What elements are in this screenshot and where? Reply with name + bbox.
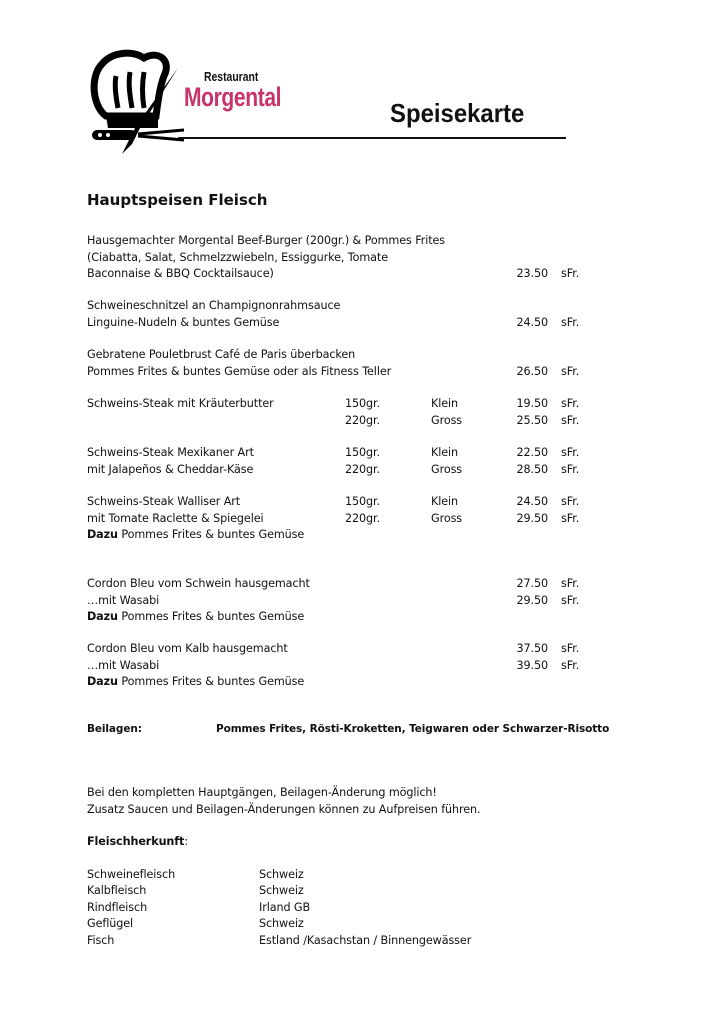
menu-item-price: 39.50	[516, 659, 548, 672]
menu-item-price: 37.50	[516, 642, 548, 655]
origin-meat: Geflügel	[87, 917, 133, 931]
menu-item-description: Cordon Bleu vom Schwein hausgemacht	[87, 577, 310, 590]
menu-item-currency: sFr.	[561, 512, 580, 525]
menu-item-weight: 150gr.	[345, 446, 380, 459]
menu-item-weight: 150gr.	[345, 397, 380, 410]
origin-country: Schweiz	[259, 884, 304, 898]
dazu-label: Dazu	[87, 675, 118, 688]
menu-item-description: Hausgemachter Morgental Beef-Burger (200gr.) & Pommes Frites	[87, 234, 446, 247]
menu-item-text	[87, 251, 388, 265]
menu-item-price: 23.50	[516, 267, 548, 280]
menu-item-size: Klein	[431, 495, 459, 508]
brand-large: Morgental	[184, 82, 282, 112]
menu-item-text	[87, 512, 264, 526]
menu-item-description: Pommes Frites & buntes Gemüse	[117, 675, 305, 688]
menu-item-text	[87, 463, 253, 477]
menu-item-text	[87, 397, 274, 411]
menu-item-currency: sFr.	[561, 365, 580, 378]
menu-item-currency: sFr.	[561, 267, 580, 280]
menu-item-price: 22.50	[516, 446, 548, 459]
menu-item-text	[87, 594, 159, 608]
menu-item-description: Pommes Frites & buntes Gemüse	[117, 528, 305, 541]
menu-item-description: …mit Wasabi	[87, 659, 160, 672]
menu-item-price: 29.50	[516, 594, 548, 607]
menu-item-currency: sFr.	[561, 316, 580, 329]
origin-meat: Kalbfleisch	[87, 884, 147, 898]
menu-item-text	[87, 528, 304, 542]
menu-item-size: Gross	[431, 414, 463, 427]
menu-item-size: Gross	[431, 512, 463, 525]
menu-item-size: Klein	[431, 397, 459, 410]
menu-item-weight: 150gr.	[345, 495, 380, 508]
menu-item-text	[87, 365, 391, 379]
menu-item-description: Baconnaise & BBQ Cocktailsauce)	[87, 267, 274, 280]
menu-item-price: 24.50	[516, 316, 548, 329]
menu-item-text	[87, 577, 310, 591]
menu-item-description: Schweins-Steak Mexikaner Art	[87, 446, 254, 459]
menu-item-description: Schweins-Steak Walliser Art	[87, 495, 241, 508]
menu-item-price: 19.50	[516, 397, 548, 410]
origin-meat: Rindfleisch	[87, 900, 148, 914]
menu-item-currency: sFr.	[561, 397, 580, 410]
note: Bei den kompletten Hauptgängen, Beilagen-Änderung möglich!	[87, 786, 437, 799]
menu-item-description: Schweins-Steak mit Kräuterbutter	[87, 397, 274, 410]
menu-item-currency: sFr.	[561, 594, 580, 607]
menu-item-description: Pommes Frites & buntes Gemüse	[117, 610, 305, 623]
menu-item-price: 28.50	[516, 463, 548, 476]
menu-item-text	[87, 348, 355, 362]
menu-item-text	[87, 495, 240, 509]
menu-item-price: 27.50	[516, 577, 548, 590]
menu-item-description: Gebratene Pouletbrust Café de Paris überbacken	[87, 348, 356, 361]
menu-item-text	[87, 659, 159, 673]
menu-item-description: Pommes Frites & buntes Gemüse oder als Fitness Teller	[87, 365, 392, 378]
note: Zusatz Saucen und Beilagen-Änderungen können zu Aufpreisen führen.	[87, 803, 481, 816]
menu-item-description: mit Jalapeños & Cheddar-Käse	[87, 463, 254, 476]
menu-item-currency: sFr.	[561, 577, 580, 590]
menu-item-description: mit Tomate Raclette & Spiegelei	[87, 512, 264, 525]
menu-item-text	[87, 316, 279, 330]
logo	[88, 46, 188, 158]
menu-item-currency: sFr.	[561, 463, 580, 476]
origin-country: Estland /Kasachstan / Binnengewässer	[259, 933, 472, 947]
header-divider	[178, 137, 566, 139]
menu-item-text	[87, 267, 274, 281]
menu-item-price: 24.50	[516, 495, 548, 508]
menu-item-price: 29.50	[516, 512, 548, 525]
menu-item-size: Gross	[431, 463, 463, 476]
menu-item-description: Linguine-Nudeln & buntes Gemüse	[87, 316, 280, 329]
menu-item-text	[87, 299, 340, 313]
menu-item-weight: 220gr.	[345, 414, 380, 427]
menu-item-currency: sFr.	[561, 414, 580, 427]
origin-country: Schweiz	[259, 917, 304, 931]
menu-item-price: 25.50	[516, 414, 548, 427]
origin-country: Irland GB	[259, 900, 311, 914]
beilagen-text: Pommes Frites, Rösti-Kroketten, Teigwaren oder Schwarzer-Risotto	[216, 723, 610, 735]
menu-item-description: Schweineschnitzel an Champignonrahmsauce	[87, 299, 341, 312]
origin-country: Schweiz	[259, 868, 304, 881]
menu-item-text	[87, 610, 304, 624]
origin-title	[87, 835, 188, 849]
beilagen-label: Beilagen:	[87, 723, 142, 735]
menu-item-size: Klein	[431, 446, 459, 459]
dazu-label: Dazu	[87, 528, 118, 541]
brand-small: Restaurant	[204, 69, 259, 84]
origin-meat: Schweinefleisch	[87, 868, 176, 881]
origin-title-text: Fleischherkunft	[87, 835, 185, 848]
menu-item-text	[87, 446, 254, 460]
origin-colon: :	[184, 835, 188, 848]
page-title: Speisekarte	[390, 98, 525, 128]
menu-item-description: …mit Wasabi	[87, 594, 160, 607]
menu-item-currency: sFr.	[561, 446, 580, 459]
chef-hat-knife-fork-icon	[88, 46, 188, 158]
menu-item-currency: sFr.	[561, 659, 580, 672]
menu-item-description: (Ciabatta, Salat, Schmelzzwiebeln, Essiggurke, Tomate	[87, 251, 388, 264]
menu-item-text	[87, 642, 288, 656]
menu-item-description: Cordon Bleu vom Kalb hausgemacht	[87, 642, 288, 655]
section-title: Hauptspeisen Fleisch	[87, 191, 268, 209]
menu-item-currency: sFr.	[561, 495, 580, 508]
dazu-label: Dazu	[87, 610, 118, 623]
menu-item-price: 26.50	[516, 365, 548, 378]
menu-item-text	[87, 234, 445, 248]
origin-meat: Fisch	[87, 933, 115, 947]
menu-item-weight: 220gr.	[345, 463, 380, 476]
menu-item-currency: sFr.	[561, 642, 580, 655]
menu-item-weight: 220gr.	[345, 512, 380, 525]
menu-item-text	[87, 675, 304, 689]
